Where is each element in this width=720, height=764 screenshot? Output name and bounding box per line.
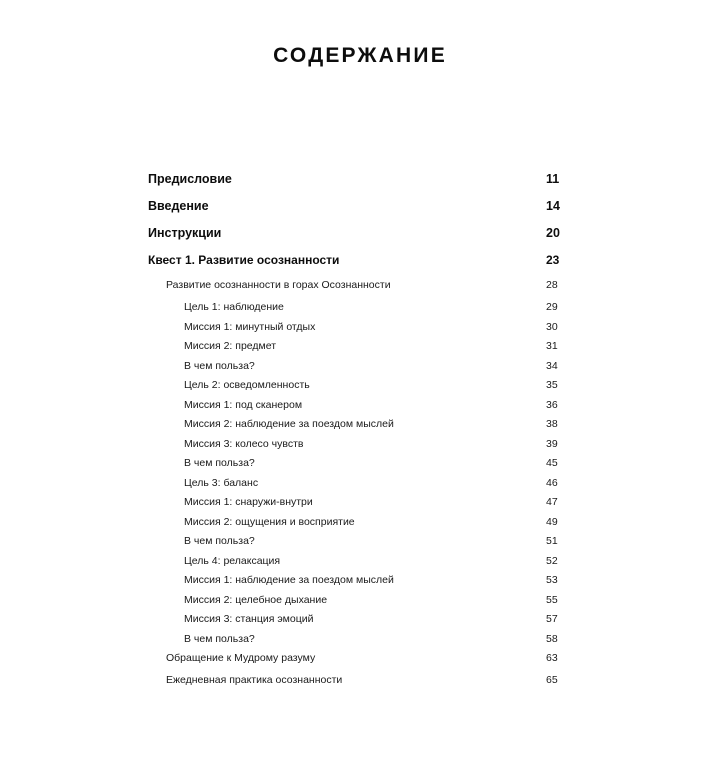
toc-entry-label: Ежедневная практика осознанности <box>166 674 343 686</box>
toc-entry-page-number: 55 <box>546 593 558 606</box>
toc-entry-page-number: 58 <box>546 632 558 645</box>
toc-entry[interactable] <box>148 633 572 653</box>
toc-entry-page-number: 14 <box>546 199 560 213</box>
toc-entry-label: Миссия 1: под сканером <box>184 398 303 411</box>
toc-entry-label: Миссия 2: ощущения и восприятие <box>184 515 355 528</box>
toc-entry[interactable] <box>148 516 572 536</box>
toc-entry[interactable] <box>148 226 572 253</box>
toc-entry[interactable] <box>148 535 572 555</box>
toc-entry[interactable] <box>148 379 572 399</box>
toc-entry[interactable] <box>148 172 572 199</box>
toc-entry-label: Миссия 3: колесо чувств <box>184 437 304 450</box>
toc-entry-label: Предисловие <box>148 172 232 186</box>
toc-entry-label: Миссия 1: наблюдение за поездом мыслей <box>184 574 394 586</box>
toc-entry-page-number: 57 <box>546 613 558 625</box>
toc-entry-page-number: 52 <box>546 554 558 567</box>
toc-entry-page-number: 51 <box>546 535 558 547</box>
toc-entry[interactable] <box>148 613 572 633</box>
toc-entry[interactable] <box>148 555 572 575</box>
toc-entry[interactable] <box>148 652 572 674</box>
toc-entry-page-number: 28 <box>546 279 558 291</box>
toc-entry[interactable] <box>148 574 572 594</box>
toc-entry[interactable] <box>148 594 572 614</box>
toc-entry-page-number: 36 <box>546 398 558 411</box>
toc-entry-label: Миссия 2: наблюдение за поездом мыслей <box>184 418 394 430</box>
toc-entry[interactable] <box>148 457 572 477</box>
toc-entry-label: Введение <box>148 199 209 213</box>
toc-entry-label: Миссия 1: снаружи-внутри <box>184 496 313 508</box>
toc-entry[interactable] <box>148 399 572 419</box>
toc-entry-page-number: 53 <box>546 574 558 586</box>
toc-entry-label: Квест 1. Развитие осознанности <box>148 253 340 267</box>
toc-entry-label: Миссия 1: минутный отдых <box>184 320 316 333</box>
toc-entry[interactable] <box>148 253 572 279</box>
toc-entry-label: В чем польза? <box>184 359 255 372</box>
toc-entry-label: Миссия 2: целебное дыхание <box>184 593 328 606</box>
toc-entry[interactable] <box>148 674 572 696</box>
toc-entry[interactable] <box>148 418 572 438</box>
toc-entry-label: Инструкции <box>148 226 222 240</box>
toc-entry-page-number: 49 <box>546 515 558 528</box>
toc-entry-label: Цель 2: осведомленность <box>184 379 310 391</box>
toc-entry-page-number: 11 <box>546 172 560 186</box>
toc-entry[interactable] <box>148 321 572 341</box>
toc-entry-page-number: 23 <box>546 253 560 267</box>
toc-entry-page-number: 35 <box>546 379 558 391</box>
toc-entry-page-number: 47 <box>546 496 558 508</box>
toc-entry-page-number: 46 <box>546 476 558 489</box>
toc-entry[interactable] <box>148 301 572 321</box>
toc-entry[interactable] <box>148 279 572 301</box>
toc-entry-label: Развитие осознанности в горах Осознанности <box>166 279 391 291</box>
toc-entry-label: Цель 4: релаксация <box>184 554 281 567</box>
toc-page <box>0 44 720 764</box>
page-title: СОДЕРЖАНИЕ <box>273 44 447 67</box>
toc-entry-label: Миссия 2: предмет <box>184 340 277 352</box>
toc-entry-page-number: 39 <box>546 437 558 450</box>
toc-entry-label: Миссия 3: станция эмоций <box>184 613 314 625</box>
toc-entry[interactable] <box>148 340 572 360</box>
toc-entry-label: Обращение к Мудрому разуму <box>166 652 316 664</box>
toc-entry[interactable] <box>148 496 572 516</box>
toc-entry[interactable] <box>148 477 572 497</box>
toc-entry[interactable] <box>148 199 572 226</box>
toc-entry-label: В чем польза? <box>184 632 255 645</box>
toc-list <box>148 172 572 696</box>
toc-entry-page-number: 29 <box>546 301 558 313</box>
toc-entry-page-number: 65 <box>546 674 558 686</box>
toc-entry-label: Цель 3: баланс <box>184 476 259 489</box>
toc-entry-page-number: 31 <box>546 340 558 352</box>
toc-entry[interactable] <box>148 438 572 458</box>
toc-entry-page-number: 30 <box>546 320 558 333</box>
toc-entry-label: В чем польза? <box>184 535 255 547</box>
toc-entry-page-number: 45 <box>546 457 558 469</box>
toc-entry-page-number: 34 <box>546 359 558 372</box>
toc-entry-label: Цель 1: наблюдение <box>184 301 284 313</box>
toc-entry-page-number: 63 <box>546 652 558 664</box>
toc-entry-page-number: 20 <box>546 226 560 240</box>
toc-entry-label: В чем польза? <box>184 457 255 469</box>
toc-entry-page-number: 38 <box>546 418 558 430</box>
toc-entry[interactable] <box>148 360 572 380</box>
